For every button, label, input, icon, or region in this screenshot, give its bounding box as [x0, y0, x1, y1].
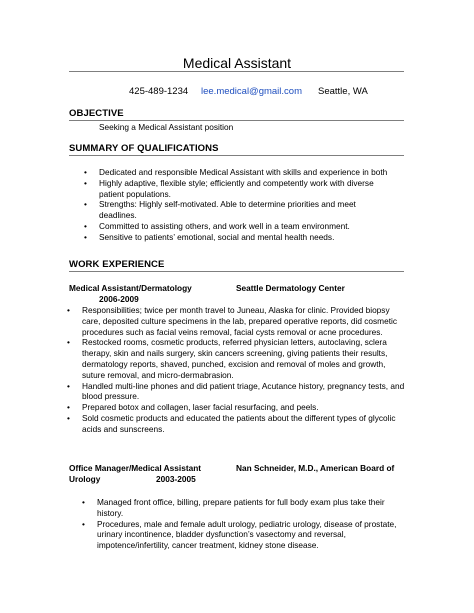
- summary-heading: SUMMARY OF QUALIFICATIONS: [69, 143, 219, 154]
- list-item: • Managed front office, billing, prepare patients for full body exam plus take their history.: [82, 497, 385, 518]
- summary-divider: [69, 155, 404, 156]
- list-item: • Procedures, male and female adult urology, pediatric urology, disease of prostate, urinary incontinence, bladder dysfunction’s vasectomy and reversal, impotence/infertility, cancer treatment, kidney stone disease.: [82, 518, 397, 551]
- objective-heading: OBJECTIVE: [69, 108, 124, 119]
- list-item: • Highly adaptive, flexible style; efficiently and competently work with diverse patient populations.: [84, 177, 374, 199]
- bullet-icon: •: [84, 177, 87, 188]
- bullet-icon: •: [84, 199, 87, 210]
- experience-divider: [69, 271, 404, 272]
- objective-divider: [69, 120, 404, 121]
- bullet-icon: •: [84, 220, 87, 231]
- experience-heading: WORK EXPERIENCE: [69, 259, 165, 270]
- bullet-icon: •: [67, 337, 70, 348]
- list-item: • Strengths: Highly self-motivated. Able to determine priorities and meet deadlines.: [84, 199, 356, 221]
- job-dates: 2003-2005: [156, 474, 196, 484]
- contact-location: Seattle, WA: [318, 86, 368, 97]
- job-title: Medical Assistant/Dermatology: [69, 283, 192, 293]
- list-item: • Handled multi-line phones and did patient triage, Acutance history, pregnancy tests, and blood pressure.: [67, 380, 405, 402]
- bullet-icon: •: [67, 380, 70, 391]
- contact-email[interactable]: lee.medical@gmail.com: [201, 86, 302, 97]
- job-title: Office Manager/Medical Assistant: [69, 463, 202, 473]
- title-divider: [69, 71, 404, 72]
- contact-phone: 425-489-1234: [129, 86, 189, 97]
- list-item: • Restocked rooms, cosmetic products, referred physician letters, autoclaving, sclera therapy, skin and nails surgery, skin cancers screening, giving patients their results, dermatology reports, shaved, punched, excision and removal of moles and growth, suture removal, and micro-dermabrasion.: [67, 337, 388, 380]
- summary-list: [84, 167, 404, 243]
- job-dates: 2006-2009: [99, 294, 139, 304]
- list-item: • Committed to assisting others, and work well in a team environment.: [84, 220, 350, 231]
- job-employer: Seattle Dermatology Center: [236, 283, 345, 293]
- list-item: • Sensitive to patients’ emotional, social and mental health needs.: [84, 231, 335, 242]
- bullet-icon: •: [82, 518, 85, 529]
- bullet-icon: •: [82, 497, 85, 507]
- bullet-icon: •: [84, 231, 87, 242]
- list-item: • Responsibilities; twice per month travel to Juneau, Alaska for clinic. Provided biopsy care, deposited culture specimens in the lab, prepared operative reports, did cosmetic procedures such as facial veins removal, facial cysts removal or acne procedures.: [67, 305, 397, 337]
- bullet-icon: •: [84, 167, 87, 177]
- bullet-icon: •: [67, 402, 70, 413]
- job-employer-continued: Urology: [69, 474, 101, 484]
- job-responsibilities-list: [67, 305, 405, 435]
- bullet-icon: •: [67, 412, 70, 423]
- list-item: • Sold cosmetic products and educated the patients about the different types of glycolic acids and sunscreens.: [67, 412, 396, 434]
- bullet-icon: •: [67, 305, 70, 315]
- job-employer: Nan Schneider, M.D., American Board of: [236, 463, 395, 473]
- list-item: • Prepared botox and collagen, laser facial resurfacing, and peels.: [67, 402, 319, 413]
- resume-title: Medical Assistant: [182, 55, 292, 71]
- job-responsibilities-list: [82, 497, 405, 551]
- objective-text: Seeking a Medical Assistant position: [99, 122, 234, 132]
- list-item: • Dedicated and responsible Medical Assistant with skills and experience in both: [84, 167, 388, 177]
